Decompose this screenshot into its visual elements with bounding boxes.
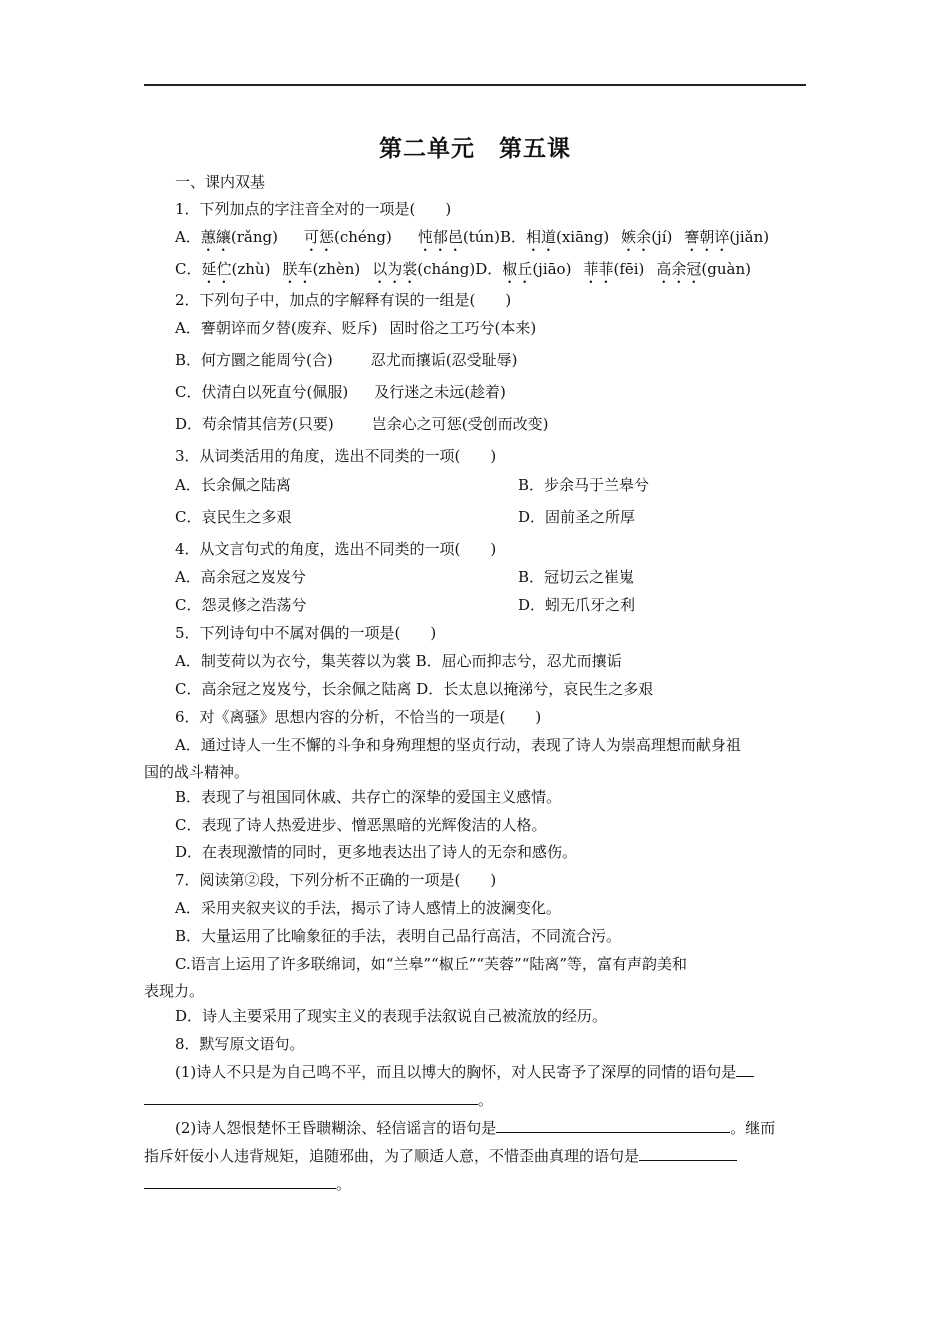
- q8-part2-prompt: [175, 1118, 775, 1138]
- q8-part2-line2: [144, 1146, 737, 1166]
- q1-b-pinyin1: (xiāng): [556, 228, 610, 246]
- q1-option-b-label: B．: [499, 228, 526, 246]
- q1-b-pinyin3: (jiǎn): [729, 228, 770, 246]
- section-heading: 一、课内双基: [175, 173, 266, 191]
- q1-a-word2: 可惩: [303, 228, 334, 246]
- q3-option-c: C．哀民生之多艰: [175, 508, 292, 526]
- q2-b-part2: 忍尤而攘诟(忍受耻辱): [370, 351, 518, 369]
- q7-option-a: A．采用夹叙夹议的手法，揭示了诗人感情上的波澜变化。: [175, 899, 561, 917]
- q8-part1-end: 。: [478, 1091, 494, 1109]
- header-rule: [144, 84, 806, 86]
- q8-part2-text2: 指斥奸佞小人违背规矩，追随邪曲，为了顺适人意，不惜歪曲真理的语句是: [144, 1147, 640, 1165]
- q1-option-c-label: C．: [175, 260, 202, 278]
- q1-options-cd: [175, 259, 751, 287]
- q1-option-a-label: A．: [175, 228, 201, 246]
- q2-stem: 2．下列句子中，加点的字解释有误的一组是( ): [175, 291, 512, 309]
- q1-c-pinyin3: (cháng): [417, 260, 476, 278]
- q4-option-c: C．怨灵修之浩荡兮: [175, 596, 307, 614]
- q2-c-part2: 及行迷之未远(趁着): [374, 383, 506, 401]
- q4-stem: 4．从文言句式的角度，选出不同类的一项( ): [175, 540, 497, 558]
- q1-b-word3: 謇朝谇: [684, 228, 730, 246]
- q1-a-pinyin3: (tún): [462, 228, 500, 246]
- q1-b-pinyin2: (jí): [651, 228, 673, 246]
- q1-b-word2: 嫉余: [621, 228, 652, 246]
- q1-a-pinyin1: (rǎng): [230, 228, 278, 246]
- q8-stem: 8．默写原文语句。: [175, 1035, 305, 1053]
- q1-d-pinyin2: (fēi): [613, 260, 645, 278]
- q1-options-ab: [175, 227, 769, 255]
- q1-c-word1: 延伫: [201, 260, 232, 278]
- q4-option-d: D．蚓无爪牙之利: [518, 596, 636, 614]
- q1-d-pinyin3: (guàn): [701, 260, 751, 278]
- q8-part2-continue: 。继而: [730, 1119, 776, 1137]
- q1-b-word1: 相道: [525, 228, 556, 246]
- q1-a-pinyin2: (chéng): [333, 228, 392, 246]
- q2-b-part1: B．何方圜之能周兮(合): [175, 351, 333, 369]
- q2-d-part1: D．苟余情其信芳(只要): [175, 415, 334, 433]
- q3-option-d: D．固前圣之所厚: [518, 508, 636, 526]
- q3-option-a: A．长余佩之陆离: [175, 476, 291, 494]
- q8-answer-blank-2b[interactable]: [639, 1146, 737, 1161]
- q1-a-word1: 蕙纕: [200, 228, 231, 246]
- q1-d-word2: 菲菲: [583, 260, 614, 278]
- q8-part2-end: 。: [336, 1175, 352, 1193]
- q4-option-b: B．冠切云之崔嵬: [518, 568, 635, 586]
- q8-part1-text: (1)诗人不只是为自己鸣不平，而且以博大的胸怀，对人民寄予了深厚的同情的语句是: [175, 1063, 737, 1081]
- q1-c-word2: 朕车: [282, 260, 313, 278]
- q2-d-part2: 岂余心之可惩(受创而改变): [371, 415, 549, 433]
- q1-d-word3: 高余冠: [656, 260, 702, 278]
- q6-option-b: B．表现了与祖国同休戚、共存亡的深挚的爱国主义感情。: [175, 788, 562, 806]
- q8-part1-prompt: [175, 1062, 754, 1082]
- q3-stem: 3．从词类活用的角度，选出不同类的一项( ): [175, 447, 497, 465]
- q1-stem: 1．下列加点的字注音全对的一项是( ): [175, 200, 452, 218]
- q5-options-ab: A．制芰荷以为衣兮，集芙蓉以为裳 B．屈心而抑志兮，忍尤而攘诟: [175, 652, 622, 670]
- q2-option-a: [175, 318, 536, 338]
- q5-stem: 5．下列诗句中不属对偶的一项是( ): [175, 624, 437, 642]
- q4-option-a: A．高余冠之岌岌兮: [175, 568, 306, 586]
- q2-a-part2: 固时俗之工巧兮(本来): [389, 319, 537, 337]
- q5-options-cd: C．高余冠之岌岌兮，长余佩之陆离 D．长太息以掩涕兮，哀民生之多艰: [175, 680, 654, 698]
- q7-option-c-line2: 表现力。: [144, 982, 205, 1000]
- q8-part2-text: (2)诗人怨恨楚怀王昏聩糊涂、轻信谣言的语句是: [175, 1119, 497, 1137]
- q7-option-c-line1: C.语言上运用了许多联绵词，如“兰皋”“椒丘”“芙蓉”“陆离”等，富有声韵美和: [175, 955, 688, 973]
- q8-part2-line3: [144, 1174, 351, 1194]
- q1-c-pinyin2: (zhèn): [312, 260, 361, 278]
- q2-option-c: [175, 382, 506, 402]
- q2-option-b: [175, 350, 517, 370]
- q1-option-d-label: D．: [475, 260, 503, 278]
- q8-answer-blank-1a[interactable]: [736, 1062, 754, 1077]
- q1-c-word3: 以为裳: [372, 260, 418, 278]
- q2-c-part1: C．伏清白以死直兮(佩服): [175, 383, 349, 401]
- page-title: 第二单元 第五课: [379, 136, 571, 162]
- q1-c-pinyin1: (zhù): [231, 260, 271, 278]
- q7-option-d: D．诗人主要采用了现实主义的表现手法叙说自己被流放的经历。: [175, 1007, 608, 1025]
- q6-option-a-line1: A．通过诗人一生不懈的斗争和身殉理想的坚贞行动，表现了诗人为崇高理想而献身祖: [175, 736, 741, 754]
- q8-answer-blank-2c[interactable]: [144, 1174, 336, 1189]
- q6-option-c: C．表现了诗人热爱进步、憎恶黑暗的光辉俊洁的人格。: [175, 816, 547, 834]
- q1-a-word3: 忳郁邑: [417, 228, 463, 246]
- q7-option-b: B．大量运用了比喻象征的手法，表明自己品行高洁，不同流合污。: [175, 927, 622, 945]
- q2-option-d: [175, 414, 548, 434]
- q2-a-part1: A．謇朝谇而夕替(废弃、贬斥): [175, 319, 378, 337]
- q6-option-d: D．在表现激情的同时，更多地表达出了诗人的无奈和感伤。: [175, 843, 578, 861]
- q8-part1-continuation: [144, 1090, 493, 1110]
- q3-option-b: B．步余马于兰皋兮: [518, 476, 650, 494]
- q1-d-word1: 椒丘: [502, 260, 533, 278]
- q8-answer-blank-1b[interactable]: [144, 1090, 478, 1105]
- q6-option-a-line2: 国的战斗精神。: [144, 763, 250, 781]
- q6-stem: 6．对《离骚》思想内容的分析，不恰当的一项是( ): [175, 708, 542, 726]
- q8-answer-blank-2a[interactable]: [496, 1118, 730, 1133]
- q1-d-pinyin1: (jiāo): [532, 260, 572, 278]
- q7-stem: 7．阅读第②段，下列分析不正确的一项是( ): [175, 871, 497, 889]
